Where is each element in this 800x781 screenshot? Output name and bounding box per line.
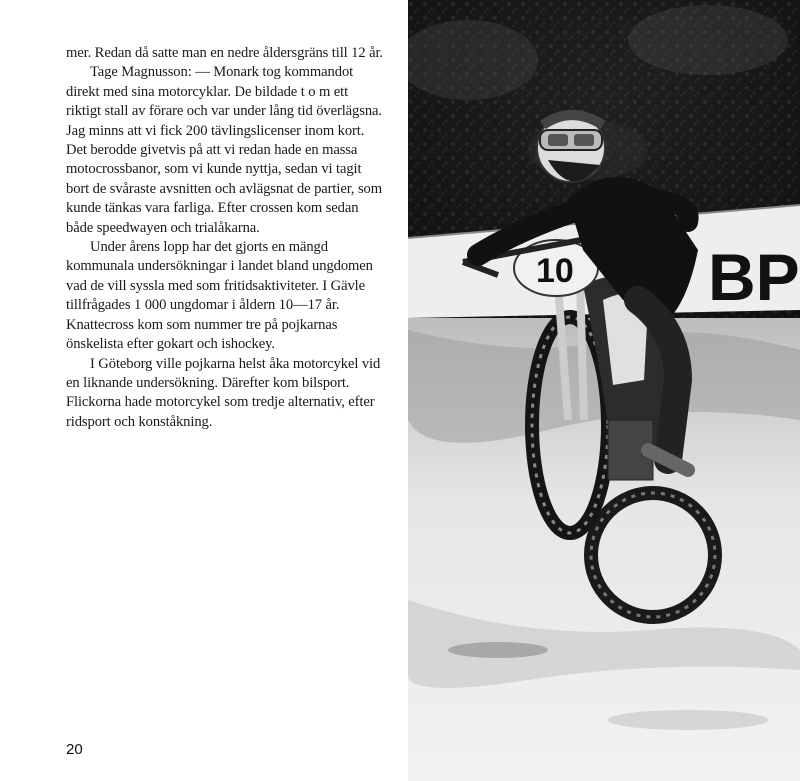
paragraph-1: mer. Redan då satte man en nedre åldersgräns till 12 år. — [66, 45, 383, 61]
page-number: 20 — [66, 741, 83, 758]
paragraph-4: I Göteborg ville pojkarna helst åka motorcykel vid en liknande undersökning. Därefter kom bilsport. Flickorna hade motorcykel som tredje alternativ, efter ridsport och konståkning. — [66, 355, 381, 430]
article-text — [66, 44, 384, 432]
svg-text:10: 10 — [536, 252, 574, 290]
paragraph-3: Under årens lopp har det gjorts en mängd kommunala undersökningar i landet bland ungdomen vad de vill syssla med som fritidsaktiviteter. I Gävle tillfrågades 1 000 ungdomar i åldern 10—17 år. Knattecross kom som nummer tre på pojkarnas önskelista efter gokart och ishockey. — [66, 239, 373, 353]
svg-text:BP: BP — [708, 240, 800, 314]
paragraph-2: Tage Magnusson: — Monark tog kommandot direkt med sina motorcyklar. De bildade t o m ett riktigt stall av förare och var under lång tid överlägsna. Jag minns att vi fick 200 tävlingslicenser inom kort. Det berodde givetvis på att vi redan hade en massa motocrossbanor, som vi kunde nyttja, sedan vi tagit bort de svåraste avsnitten och avlägsnat de partier, som kunde tänkas vara farliga. Efter crossen kom sedan både speedwayen och trialåkarna. — [66, 64, 382, 236]
motocross-photo — [408, 0, 800, 781]
